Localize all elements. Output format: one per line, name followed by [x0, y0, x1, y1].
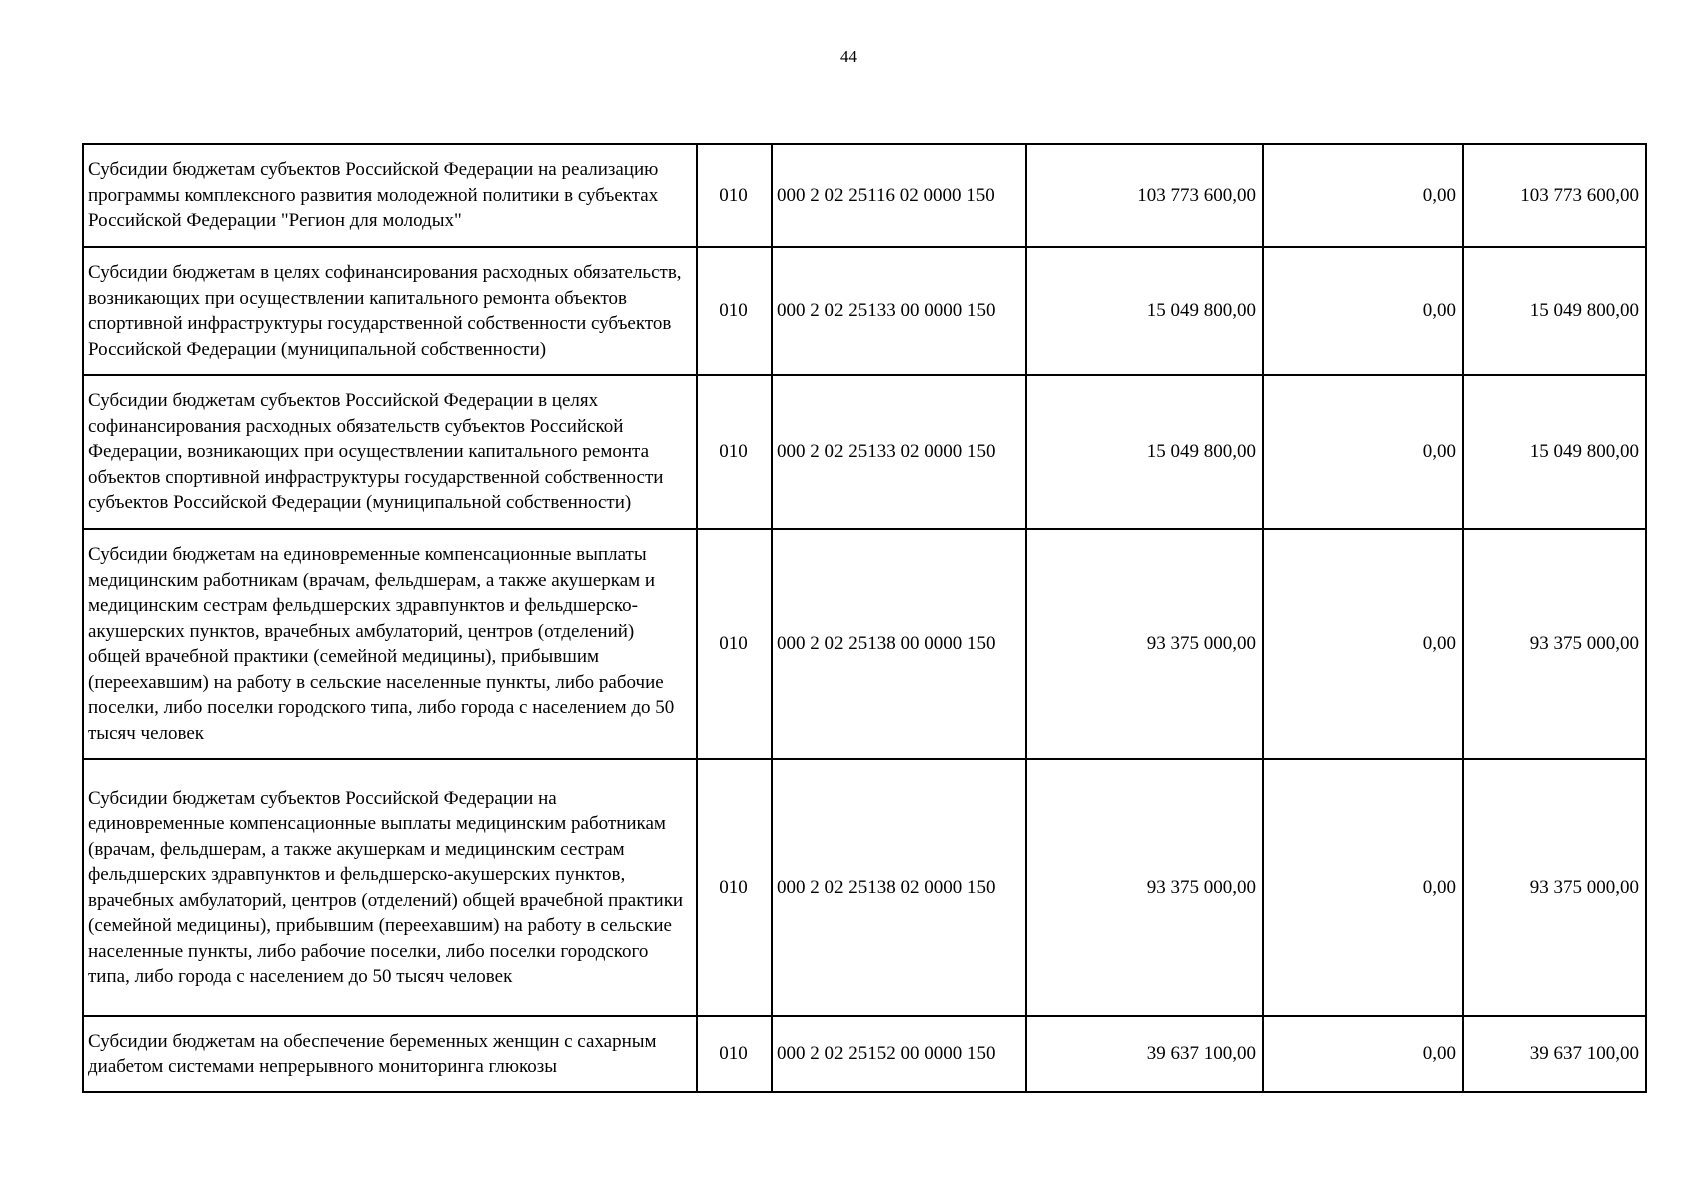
table-row	[83, 144, 1646, 247]
row-amount-2: 0,00	[1263, 529, 1463, 759]
row-description: Субсидии бюджетам на обеспечение беременных женщин с сахарным диабетом системами непрерывного мониторинга глюкозы	[83, 1016, 697, 1092]
table-row	[83, 529, 1646, 759]
row-budget-classification-code: 000 2 02 25133 00 0000 150	[772, 247, 1026, 375]
row-admin-code: 010	[697, 759, 772, 1016]
row-description: Субсидии бюджетам субъектов Российской Федерации в целях софинансирования расходных обязательств субъектов Российской Федерации, возникающих при осуществлении капитального ремонта объектов спортивной инфраструктуры государственной собственности субъектов Российской Федерации (муниципальной собственности)	[83, 375, 697, 529]
row-amount-1: 15 049 800,00	[1026, 247, 1263, 375]
row-amount-1: 15 049 800,00	[1026, 375, 1263, 529]
row-budget-classification-code: 000 2 02 25138 02 0000 150	[772, 759, 1026, 1016]
row-amount-1: 93 375 000,00	[1026, 759, 1263, 1016]
row-amount-1: 39 637 100,00	[1026, 1016, 1263, 1092]
row-budget-classification-code: 000 2 02 25116 02 0000 150	[772, 144, 1026, 247]
row-description: Субсидии бюджетам субъектов Российской Федерации на реализацию программы комплексного развития молодежной политики в субъектах Российской Федерации "Регион для молодых"	[83, 144, 697, 247]
row-admin-code: 010	[697, 247, 772, 375]
row-amount-3: 15 049 800,00	[1463, 247, 1646, 375]
row-admin-code: 010	[697, 529, 772, 759]
row-amount-3: 93 375 000,00	[1463, 529, 1646, 759]
table-row	[83, 759, 1646, 1016]
row-description: Субсидии бюджетам на единовременные компенсационные выплаты медицинским работникам (врачам, фельдшерам, а также акушеркам и медицинским сестрам фельдшерских здравпунктов и фельдшерско-акушерских пунктов, врачебных амбулаторий, центров (отделений) общей врачебной практики (семейной медицины), прибывшим (переехавшим) на работу в сельские населенные пункты, либо рабочие поселки, либо поселки городского типа, либо города с населением до 50 тысяч человек	[83, 529, 697, 759]
row-amount-2: 0,00	[1263, 759, 1463, 1016]
row-budget-classification-code: 000 2 02 25138 00 0000 150	[772, 529, 1026, 759]
row-amount-3: 103 773 600,00	[1463, 144, 1646, 247]
row-amount-2: 0,00	[1263, 144, 1463, 247]
table-row	[83, 375, 1646, 529]
table-row	[83, 1016, 1646, 1092]
row-budget-classification-code: 000 2 02 25152 00 0000 150	[772, 1016, 1026, 1092]
row-admin-code: 010	[697, 144, 772, 247]
row-admin-code: 010	[697, 1016, 772, 1092]
row-amount-3: 93 375 000,00	[1463, 759, 1646, 1016]
row-amount-1: 93 375 000,00	[1026, 529, 1263, 759]
table-row	[83, 247, 1646, 375]
row-description: Субсидии бюджетам в целях софинансирования расходных обязательств, возникающих при осуществлении капитального ремонта объектов спортивной инфраструктуры государственной собственности субъектов Российской Федерации (муниципальной собственности)	[83, 247, 697, 375]
row-amount-3: 39 637 100,00	[1463, 1016, 1646, 1092]
budget-table	[82, 143, 1647, 1093]
row-amount-2: 0,00	[1263, 1016, 1463, 1092]
row-amount-3: 15 049 800,00	[1463, 375, 1646, 529]
row-amount-1: 103 773 600,00	[1026, 144, 1263, 247]
row-budget-classification-code: 000 2 02 25133 02 0000 150	[772, 375, 1026, 529]
row-amount-2: 0,00	[1263, 247, 1463, 375]
page-number: 44	[840, 47, 857, 66]
row-description: Субсидии бюджетам субъектов Российской Федерации на единовременные компенсационные выплаты медицинским работникам (врачам, фельдшерам, а также акушеркам и медицинским сестрам фельдшерских здравпунктов и фельдшерско-акушерских пунктов, врачебных амбулаторий, центров (отделений) общей врачебной практики (семейной медицины), прибывшим (переехавшим) на работу в сельские населенные пункты, либо рабочие поселки, либо поселки городского типа, либо города с населением до 50 тысяч человек	[83, 759, 697, 1016]
row-amount-2: 0,00	[1263, 375, 1463, 529]
row-admin-code: 010	[697, 375, 772, 529]
